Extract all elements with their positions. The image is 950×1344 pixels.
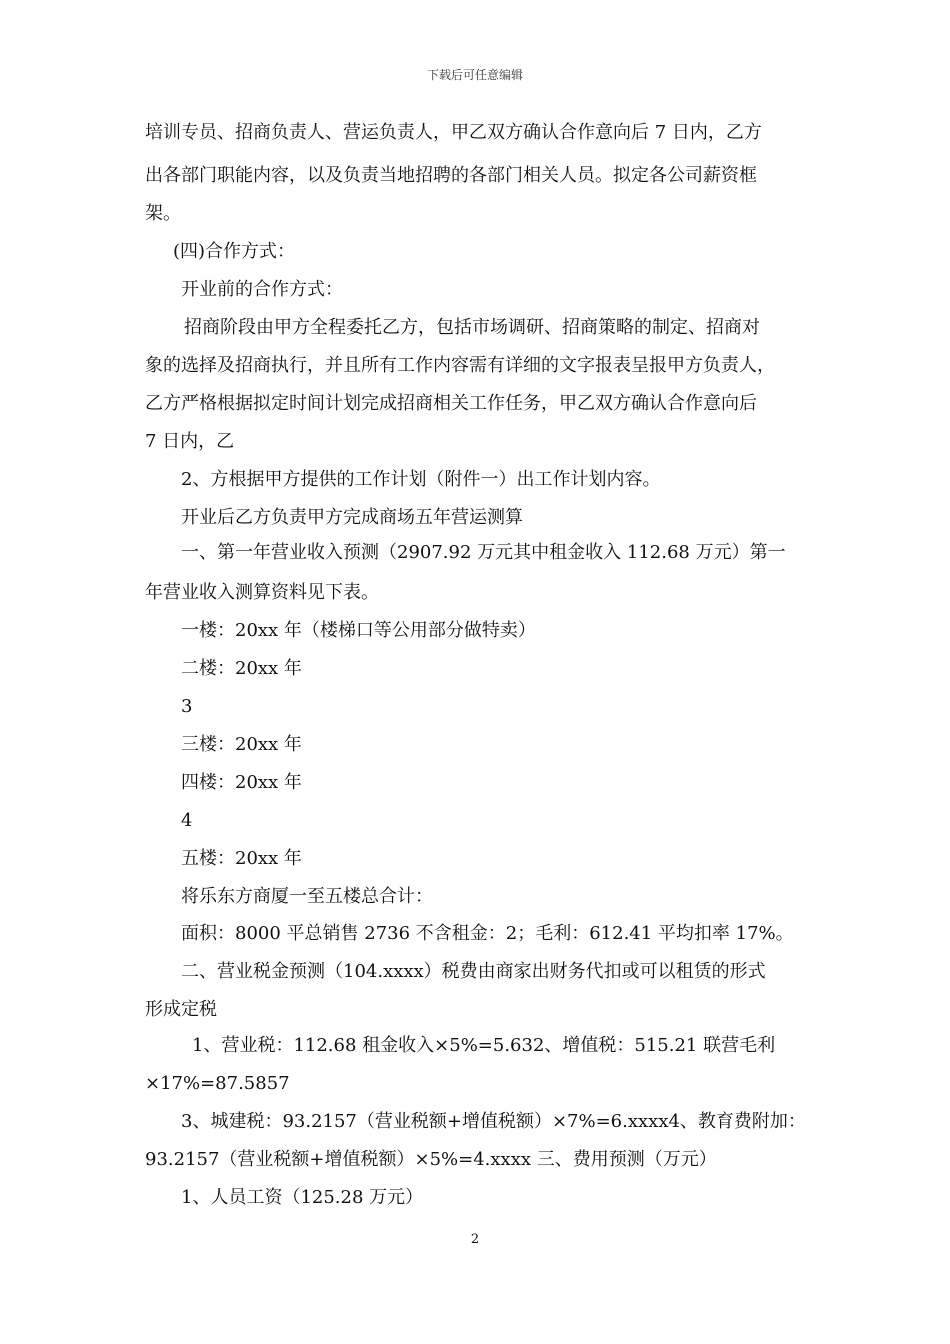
text-line: 将乐东方商厦一至五楼总合计： <box>181 886 433 907</box>
text-line: 7 日内，乙 <box>145 431 235 452</box>
text-line: 形成定税 <box>145 999 217 1020</box>
text-line: (四)合作方式： <box>173 241 296 262</box>
text-line: 二楼：20xx 年 <box>181 658 302 679</box>
text-line: 一、第一年营业收入预测（2907.92 万元其中租金收入 112.68 万元）第一 <box>181 542 786 563</box>
text-line: 四楼：20xx 年 <box>181 772 302 793</box>
text-line: 架。 <box>145 203 181 224</box>
text-line: 象的选择及招商执行，并且所有工作内容需有详细的文字报表呈报甲方负责人， <box>145 355 775 376</box>
page-number: 2 <box>470 1232 480 1247</box>
text-line: 面积：8000 平总销售 2736 不含租金：2；毛利：612.41 平均扣率 17%。 <box>181 923 794 944</box>
text-line: 五楼：20xx 年 <box>181 848 302 869</box>
text-line: 93.2157（营业税额+增值税额）×5%=4.xxxx 三、费用预测（万元） <box>145 1149 717 1170</box>
text-line: 4 <box>181 810 193 831</box>
text-line: 招商阶段由甲方全程委托乙方，包括市场调研、招商策略的制定、招商对 <box>184 317 760 338</box>
text-line: 2、方根据甲方提供的工作计划（附件一）出工作计划内容。 <box>181 469 661 490</box>
text-line: 乙方严格根据拟定时间计划完成招商相关工作任务，甲乙双方确认合作意向后 <box>145 393 757 414</box>
text-line: 开业前的合作方式： <box>181 279 343 300</box>
text-line: 出各部门职能内容，以及负责当地招聘的各部门相关人员。拟定各公司薪资框 <box>145 165 757 186</box>
text-line: 3、城建税：93.2157（营业税额+增值税额）×7%=6.xxxx4、教育费附加： <box>181 1111 806 1132</box>
text-line: 年营业收入测算资料见下表。 <box>145 582 379 603</box>
text-line: 一楼：20xx 年（楼梯口等公用部分做特卖） <box>181 620 536 641</box>
text-line: 1、营业税：112.68 租金收入×5%=5.632、增值税：515.21 联营毛利 <box>192 1035 776 1056</box>
text-line: 1、人员工资（125.28 万元） <box>181 1187 424 1208</box>
text-line: 3 <box>181 696 193 717</box>
text-line: 培训专员、招商负责人、营运负责人，甲乙双方确认合作意向后 7 日内，乙方 <box>145 122 762 143</box>
text-line: 三楼：20xx 年 <box>181 734 302 755</box>
text-line: 二、营业税金预测（104.xxxx）税费由商家出财务代扣或可以租赁的形式 <box>181 961 766 982</box>
text-line: ×17%=87.5857 <box>145 1073 290 1094</box>
page-header: 下载后可任意编辑 <box>426 68 523 82</box>
text-line: 开业后乙方负责甲方完成商场五年营运测算 <box>181 507 523 528</box>
